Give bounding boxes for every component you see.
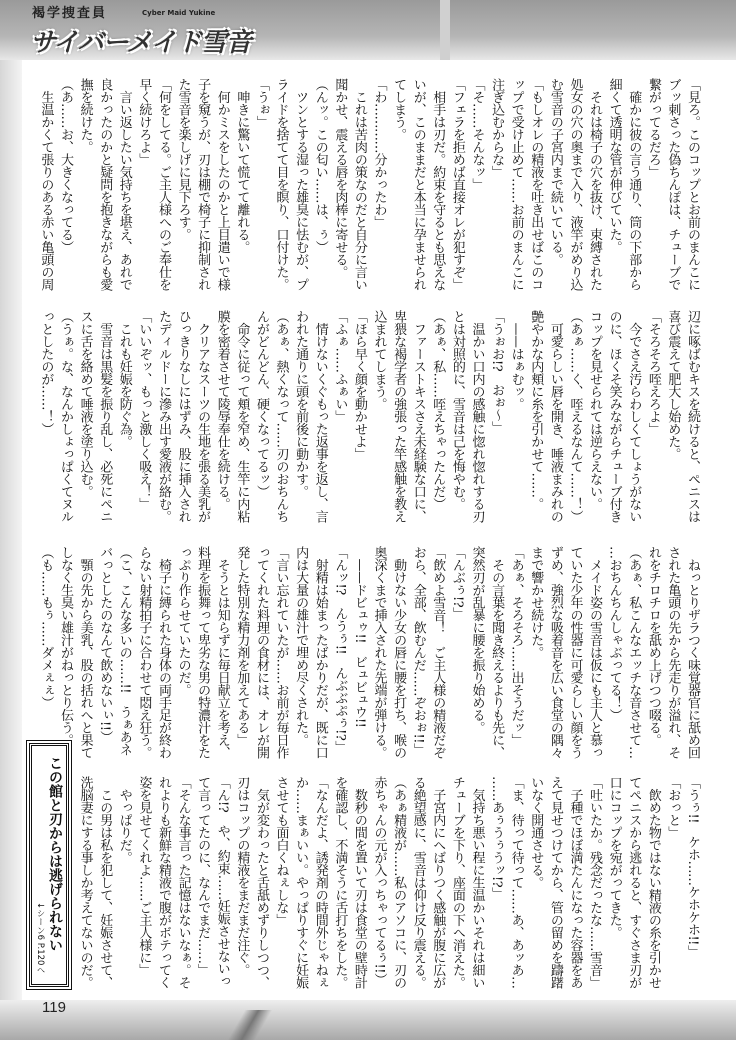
text-line: ——ドビュゥ!! ビュビュウ!! [351,546,367,728]
text-line: ライドを捨てて目を瞑り、口付けた。 [273,78,289,291]
text-line: この男は私を犯して、妊娠させて、 [97,776,113,989]
text-line: 確かに彼の言う通り、筒の下部から [626,78,642,291]
page-edge [0,60,22,1000]
text-line: 呻きに驚いて慌てて離れる。 [234,78,250,253]
text-line: そうとは知らずに毎日献立を考え、 [214,546,230,759]
text-line: いなく開通させる。 [528,776,544,889]
text-line: てしまう。 [391,78,407,141]
text-line: らない射精拍子に合わせて悶え狂う。 [136,546,152,759]
page-number: 119 [42,999,66,1016]
text-line: てペニスから逃れると、すぐさま刃が [626,776,642,989]
text-line: 赤ちゃんの元が入っちゃってるぅ!!） [371,776,387,986]
text-line: おら、全部、飲むんだ……ぞおぉ!!」 [410,546,426,756]
text-line: とは対照的に、雪音は己を悔やむ。 [449,310,465,510]
text-line: （あぁ……く、咥えるなんて……！） [567,310,583,523]
text-tier-3 [34,546,702,772]
text-line: 「あぁ、そろそろ……出そうだッ」 [508,546,524,746]
text-line: 子宮内にへばりつく感触が腹に広が [430,776,446,989]
text-line: 「なんだよ、誘発剤の時間外じゃねぇ [312,776,328,989]
text-line: された亀頭の先から先走りが溢れ、そ [665,546,681,759]
text-line: 「言い忘れていたが……お前が毎日作 [273,546,289,759]
text-line: 刃はコップの精液をまだまだ注ぐ。 [234,776,250,976]
text-line: 数秒の間を置いて刃は食堂の壁時計 [351,776,367,989]
text-line: 雪音は黒髪を振り乱し、必死にペニ [97,310,113,523]
text-line: しなく生臭い雄汁がねっとり伝う。 [58,546,73,746]
choice-box [29,743,69,987]
text-line: 「うぅ!! ケホ……ケホケホ!!」 [685,776,700,958]
text-line: われた通りに頭を前後に動かす。 [293,310,309,498]
text-line: いが、このままだと本当に孕ませられ [410,78,426,291]
text-line: えて見せつけてから、管の留めを躊躇 [547,776,563,989]
text-line: 「飲めよ雪音！ ご主人様の精液だぞ [430,546,446,759]
text-line: 内は大量の雄汁で埋め尽くされた。 [293,546,309,746]
text-line: 「そ……そんなッ」 [469,78,485,191]
text-line: 「ま、待って待って……あ、あッあ… [508,776,524,989]
text-line: 「ふぁ……ふぁい」 [332,310,348,423]
text-line: 膜を密着させて陵辱奉仕を続ける。 [214,310,230,510]
text-line: 早く続けろよ」 [136,78,152,166]
text-line: 発した特別な精力剤を加えてある」 [234,546,250,746]
text-line: これも妊娠を防ぐ為。 [116,310,132,448]
text-line: 「うぉ」 [253,78,269,128]
text-tier-4 [34,776,702,1002]
text-line: 「もしオレの精液を吐き出せばこのコ [528,78,544,291]
series-title: サイバーメイド雪音 [30,28,251,58]
text-line: む雪音の子宮内まで続いている。 [547,78,563,266]
text-line: （も……もぅ……ダメぇぇ） [38,546,54,709]
text-line: 「見ろ。このコップとお前のまんこに [685,78,700,291]
text-line: た雪音を楽しげに見下ろす。 [175,78,191,241]
text-line: れをチロチロを舐め上げつつ啜る。 [645,546,661,746]
text-line: て言ってたのに、なんでまだ……」 [195,776,211,976]
text-line: バっとしたのなんて飲めないぃ!!） [97,546,113,743]
text-tier-2 [34,310,702,536]
text-line: 「うぉお!? おぉ～」 [489,310,505,434]
text-line: 奥深くまで挿入された先端が弾ける。 [371,546,387,759]
text-line: ……あぅうぅうッ!?」 [489,776,505,900]
text-line: たディルドーに滲み出す愛液が絡む。 [155,310,171,523]
text-line: ——はぁむッ。 [508,310,524,410]
series-logo [30,4,260,74]
text-line: か……まぁいい。やっぱりすぐに妊娠 [293,776,309,989]
text-line: まで響かせ続けた。 [528,546,544,659]
text-line: 顎の先から美乳、股の括れへと果て [77,546,93,759]
text-line: ファーストキスさえ未経験な口に、 [410,310,426,523]
footer-background [0,1000,736,1040]
text-line: 今でさえ汚らわしくてしょうがない [626,310,642,523]
text-line: 動けない少女の唇に腰を打ち、喉の [391,546,407,759]
text-line: 繋がってるだろ」 [645,78,661,178]
text-line: 喜び震えて肥大し始めた。 [665,310,681,460]
text-line: 命令に従って頬を窄め、生竿に内粘 [234,310,250,523]
text-line: 何かミスをしたのかと上目遣いで様 [214,78,230,291]
text-line: ップで受け止めて……お前のまんこに [508,78,524,291]
text-line: ツンとする湿った雄臭に怯むが、プ [293,78,309,291]
text-line: 「ん!? や、約束……妊娠させないっ [214,776,230,988]
text-line: 「何をしてる。ご主人様へのご奉仕を [155,78,171,291]
text-line: クリアなスーツの生地を張る美乳が [195,310,211,523]
text-line: メイド姿の雪音は仮にも主人と慕っ [587,546,603,759]
text-line: コップを見せられては逆らえない。 [587,310,603,510]
text-line: ブッ刺さった偽ちんぽは、チューブで [665,78,681,291]
text-line: （こ、こんな多いの……!! うぁあネ [116,546,132,756]
series-label: 褐学捜査員 [32,6,108,21]
text-line: のに、ほくそ笑みながらチューブ付き [606,310,622,523]
text-line: （うぁ。な、なんかしょっぱくてヌル [58,310,73,523]
text-line: 処女の穴の奥まで入り、液竿がめり込 [567,78,583,291]
text-line: 「フェラを拒めば直接オレが犯すぞ」 [449,78,465,291]
choice-text: この館と刃からは逃げられない [47,756,63,952]
text-line: （あぁ精液が……私のアソコに、刃の [391,776,407,989]
text-line: 「わ…………分かったわ」 [371,78,387,228]
text-line: （あぁ、私……咥えちゃったんだ） [430,310,446,510]
text-line: 艶やかな内頬に糸を引かせて……。 [528,310,544,510]
text-line: 気持ち悪い程に生温かいそれは細い [469,776,485,989]
text-line: （あぁ、私こんなエッチな音させて… [626,546,642,759]
text-line: っとしたのが……！） [38,310,54,435]
text-line: 「吐いたか。残念だったな……雪音」 [587,776,603,989]
text-line: 情けないくぐもった返事を返し、言 [312,310,328,523]
text-line: その言葉を聞き終えるよりも先に、 [489,546,505,759]
text-line: 「んッ!? んうぅ!! んぶぶぷぅ!?」 [332,546,348,753]
text-line: 良かったのかと疑問を抱きながらも愛 [97,78,113,291]
text-line: 辺に啄ばむキスを続けると、ペニスは [685,310,700,523]
text-line: る絶望感に、雪音は仰け反り震える。 [410,776,426,989]
text-line: 可愛らしい唇を開き、唾液まみれの [547,310,563,523]
text-line: ずめ、強烈な吸着音を広い食堂の隅々 [547,546,563,759]
text-line: 子を窺うが、刃は棚で椅子に抑制され [195,78,211,291]
text-line: 「んぶぅ!?」 [449,546,465,620]
text-line: やっぱりだ。 [116,776,132,864]
text-line: 洗脳妻にする事しか考えてないのだ。 [77,776,93,989]
text-line: 「ほら早く顔を動かせよ」 [351,310,367,460]
text-line: 相手は刃だ。約束を守るとも思えな [430,78,446,291]
text-line: 生温かくて張りのある赤い亀頭の周 [38,78,54,291]
text-line: これは苦肉の策なのだと自分に言い [351,78,367,291]
text-line: それは椅子の穴を抜け、束縛された [587,78,603,291]
text-line: 聞かせ、震える唇を肉棒に寄せる。 [332,78,348,278]
text-line: 温かい口内の感触に惚れ惚れする刃 [469,310,485,523]
text-line: 気が変わったと舌舐めずりしつつ、 [253,776,269,989]
text-line: を確認し、不満そうに舌打ちをした。 [332,776,348,989]
text-line: 「いいぞッ、もっと激しく吸え！」 [136,310,152,510]
text-tier-1 [34,78,702,304]
text-line: 「そんな事言った記憶はないなぁ。そ [175,776,191,989]
text-line: …おちんちんしゃぶってる！） [606,546,622,721]
text-line: んがどんどん、硬くなってるッ） [253,310,269,498]
text-line: （あ……お、大きくなってる） [58,78,73,253]
text-line: れよりも新鮮な精液で腹がボテってく [155,776,171,989]
text-line: 込まれてしまう。 [371,310,387,410]
text-line: チューブを下り、座面の下へ消えた。 [449,776,465,989]
text-line: 注ぎ込むからな」 [489,78,505,178]
text-line: させても面白くねぇしな」 [273,776,289,926]
text-line: 飲めた物ではない精液の糸を引かせ [645,776,661,989]
text-line: 「おっと」 [665,776,681,839]
text-line: 椅子に縛られた身体の両手足が終わ [155,546,171,759]
text-line: 姿を見せてくれよ……ご主人様に」 [136,776,152,976]
text-line: 「そろそろ咥えろよ」 [645,310,661,435]
text-line: ていた少年の性器に可愛らしい顔をう [567,546,583,759]
text-line: っぷり作らせていたのだ。 [175,546,191,696]
text-line: 細くて透明な管が伸びていた。 [606,78,622,253]
text-line: 言い返したい気持ちを堪え、あれで [116,78,132,291]
scene-jump-link[interactable]: ↓シーン6 P.120へ [35,902,45,974]
text-line: ってくれた料理の食材には、オレが開 [253,546,269,759]
text-line: ひっきりなしにはずみ、股に挿入され [175,310,191,523]
text-line: 卑猥な褐学者の強張った竿感触を教え [391,310,407,523]
text-line: 射精は始まったばかりだが、既に口 [312,546,328,759]
text-line: （あぁ、熱くなって……刃のおちんち [273,310,289,523]
text-line: 突然刃が乱暴に腰を振り始める。 [469,546,485,734]
text-line: 口にコップを宛がってきた。 [606,776,622,939]
text-line: （んッ。この匂い……は、ぅ） [312,78,328,253]
text-line: 撫を続けた。 [77,78,93,153]
series-label-en: Cyber Maid Yukine [142,9,216,17]
text-line: ねっとりザラつく味覚器官に舐め回 [685,546,700,759]
text-line: 料理を振舞って卑劣な男の特濃汁をた [195,546,211,759]
text-line: スに舌を絡めて唾液を塗り込む。 [77,310,93,498]
text-line: 子種でほぼ満たんになった容器をあ [567,776,583,989]
